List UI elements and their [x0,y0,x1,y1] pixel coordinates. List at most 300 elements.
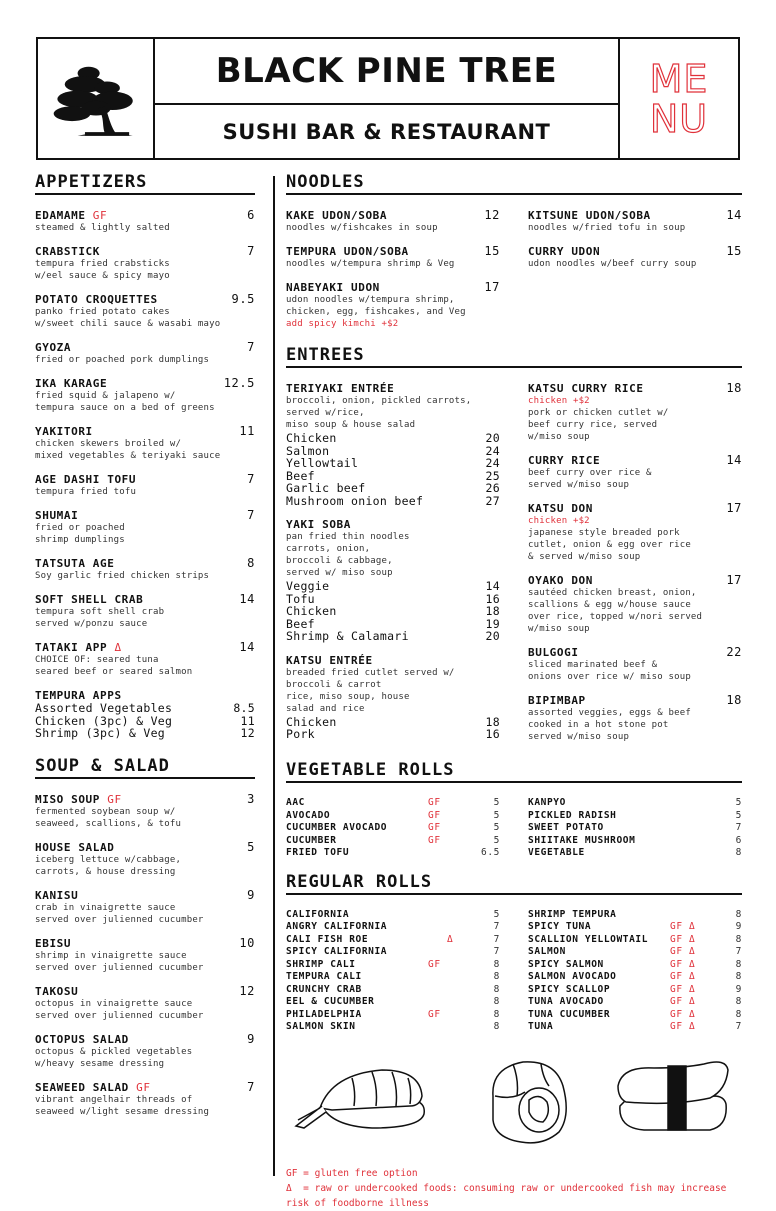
roll-price: 7 [493,933,500,945]
roll-tag [428,847,478,860]
roll-item [286,959,500,972]
option-label: Veggie [286,579,330,593]
item-tag: GF [92,209,108,222]
noodles-section [286,172,742,341]
item-title [35,293,158,306]
item-name: NABEYAKI UDON [286,281,380,294]
item-name: KAKE UDON/SOBA [286,209,388,222]
option-price: 18 [485,604,500,618]
item-price: 7 [247,340,255,354]
item-price: 14 [726,453,742,467]
item-price: 14 [239,640,255,654]
item-description: seared beef or seared salmon [35,667,193,677]
item-title [528,382,644,395]
menu-item [528,646,742,683]
restaurant-name: BLACK PINE TREE [155,39,618,105]
item-name: KITSUNE UDON/SOBA [528,209,651,222]
roll-name: SALMON [528,946,566,957]
item-title [35,209,107,222]
appetizers-section [35,172,255,740]
item-description: seaweed, scallions, & tofu [35,818,182,829]
item-description: scallions & egg w/house sauce [528,600,691,610]
nigiri-nori-icon [614,1056,734,1136]
item-description: w/eel sauce & spicy mayo [35,271,170,281]
option-price: 19 [485,616,500,631]
section-title: SOUP & SALAD [35,756,255,779]
roll-item [528,946,742,959]
item-header [35,209,255,222]
item-header [35,889,255,902]
item-description: shrimp in vinaigrette sauce [35,950,187,961]
pine-tree-icon [50,53,142,145]
roll-name: SHRIMP CALI [286,958,356,970]
item-header [286,518,500,531]
roll-item [528,934,742,947]
item-header [286,209,500,222]
item-note: add spicy kimchi +$2 [286,319,399,329]
item-name: BIPIMBAP [528,694,586,707]
menu-item [35,377,255,414]
regular-rolls-right-list [528,909,742,1034]
item-name: EBISU [35,936,72,950]
roll-name: SCALLION YELLOWTAIL [528,933,649,945]
item-title [35,1033,129,1046]
item-name: TATAKI APP [35,641,108,654]
roll-item [528,971,742,984]
entrees-left-list [286,382,500,754]
item-price: 3 [247,791,255,806]
roll-name: SPICY CALIFORNIA [286,946,388,957]
appetizer-list [35,209,255,678]
item-description: served over julienned cucumber [35,962,204,973]
item-name: BULGOGI [528,646,579,659]
item-description: noodles w/tempura shrimp & Veg [286,259,455,269]
item-header [35,841,255,854]
item-header [35,1081,255,1094]
item-header [528,245,742,258]
item-description: fried or poached [35,523,125,533]
roll-tag [428,996,478,1009]
roll-tag [428,921,478,934]
roll-tag [428,984,478,997]
item-description: udon noodles w/beef curry soup [528,259,697,269]
gf-note: GF = gluten free option [286,1167,418,1179]
roll-name: SWEET POTATO [528,822,604,833]
roll-tag: GF Δ [670,958,696,970]
menu-label-line1: ME [649,56,709,101]
roll-price: 5 [493,822,500,833]
option-row [286,630,500,643]
item-note: chicken +$2 [528,516,590,526]
item-name: OYAKO DON [528,574,594,587]
item-description: beef curry rice, served [528,420,658,430]
item-price: 7 [247,244,255,258]
item-title [35,593,143,606]
roll-tag: GF [428,797,441,808]
roll-tag [670,909,720,922]
item-description: fried squid & jalapeno w/ [35,391,176,401]
item-description: chicken, egg, fishcakes, and Veg [286,307,466,317]
item-note: chicken +$2 [528,396,590,406]
roll-price: 6.5 [481,847,500,858]
item-name: YAKI SOBA [286,518,352,531]
item-description: tempura fried tofu [35,487,137,497]
item-header [35,377,255,390]
roll-tag [428,1021,478,1034]
item-description: fried or poached pork dumplings [35,355,210,365]
item-description: broccoli & cabbage, [286,556,393,566]
item-header [35,557,255,570]
regular-rolls-section [286,872,742,1034]
menu-item [286,382,500,507]
option-price: 11 [240,713,255,728]
item-name: AGE DASHI TOFU [35,473,137,486]
menu-item [35,293,255,330]
menu-item [528,694,742,743]
menu-item [286,209,500,234]
item-name: TEMPURA APPS [35,689,122,702]
item-title [286,209,387,222]
left-column [35,172,255,1129]
roll-item [286,971,500,984]
item-header [35,641,255,654]
roll-price: 6 [735,834,742,846]
option-price: 14 [485,579,500,593]
item-price: 7 [247,1079,255,1094]
item-header [528,694,742,707]
roll-tag [428,971,478,984]
roll-name: SHRIMP TEMPURA [528,908,617,920]
roll-tag [670,797,720,810]
roll-item [528,810,742,823]
item-price: 9.5 [231,292,255,306]
roll-item [528,959,742,972]
item-title [528,502,593,515]
regular-rolls-left-list [286,909,500,1034]
item-description: rice, miso soup, house [286,691,410,702]
section-title: NOODLES [286,172,742,195]
item-description: assorted veggies, eggs & beef [528,708,691,718]
roll-price: 8 [735,847,742,858]
item-title [35,245,100,258]
roll-tag: GF [428,822,441,833]
roll-name: PHILADELPHIA [286,1008,362,1020]
roll-price: 8 [735,933,742,945]
option-row [286,495,500,508]
roll-item [528,822,742,835]
roll-tag: GF [428,958,441,970]
roll-name: ANGRY CALIFORNIA [286,921,388,932]
item-title [528,209,651,222]
roll-name: FRIED TOFU [286,847,350,858]
item-header [35,425,255,438]
item-price: 18 [726,381,742,395]
item-description: salad and rice [286,703,365,714]
title-block [155,39,620,158]
menu-item [35,425,255,462]
roll-price: 5 [735,809,742,821]
item-name: CRABSTICK [35,245,101,258]
item-name: SHUMAI [35,509,79,522]
veg-rolls-left-list [286,797,500,860]
roll-item [528,797,742,810]
item-description: panko fried potato cakes [35,307,170,317]
roll-name: SALMON AVOCADO [528,971,617,982]
item-name: KATSU CURRY RICE [528,382,644,395]
item-description: crab in vinaigrette sauce [35,902,176,913]
item-name: IKA KARAGE [35,377,108,390]
item-header [35,593,255,606]
option-row [286,457,500,470]
item-description: w/miso soup [528,432,590,442]
option-row [286,482,500,495]
option-price: 24 [485,443,500,458]
option-label: Chicken [286,604,337,618]
menu-item [528,502,742,563]
roll-name: TEMPURA CALI [286,971,362,982]
option-label: Garlic beef [286,481,366,495]
legend-notes [286,1166,742,1211]
roll-name: AVOCADO [286,809,331,821]
roll-name: SPICY TUNA [528,921,592,932]
roll-tag: GF [428,809,441,821]
roll-name: EEL & CUCUMBER [286,996,375,1007]
sushi-illustrations [286,1056,742,1148]
item-description: served w/miso soup [528,732,630,742]
soup-salad-list [35,793,255,1118]
item-description: pork or chicken cutlet w/ [528,408,669,418]
roll-item [286,797,500,810]
item-description: mixed vegetables & teriyaki sauce [35,451,221,461]
menu-item [35,841,255,878]
roll-name: SALMON SKIN [286,1021,356,1032]
roll-item [528,996,742,1009]
item-header [35,1033,255,1046]
item-header [528,454,742,467]
roll-name: CUCUMBER [286,834,337,846]
roll-name: CRUNCHY CRAB [286,983,362,995]
item-description: tempura sauce on a bed of greens [35,403,215,413]
roll-item [286,996,500,1009]
item-description: served w/ miso soup [286,568,393,578]
item-header [286,281,500,294]
item-price: 17 [484,280,500,294]
menu-item [35,1081,255,1118]
item-name: CURRY UDON [528,245,601,258]
item-description: cooked in a hot stone pot [528,720,669,730]
roll-item [528,1009,742,1022]
item-description: CHOICE OF: seared tuna [35,655,159,665]
roll-tag [670,847,720,860]
item-header [528,646,742,659]
item-title [35,937,71,950]
menu-item [528,209,742,234]
option-label: Chicken [286,714,337,729]
roll-tag [428,909,478,922]
item-header [286,654,500,667]
roll-name: CUCUMBER AVOCADO [286,822,388,833]
item-header [528,209,742,222]
menu-item [35,473,255,498]
roll-item [528,984,742,997]
roll-item [286,1009,500,1022]
item-name: POTATO CROQUETTES [35,293,158,306]
logo [38,39,155,158]
roll-item [286,1021,500,1034]
item-description: served over julienned cucumber [35,914,204,925]
item-price: 12.5 [223,376,255,390]
menu-item [35,889,255,926]
option-label: Chicken [286,431,337,445]
item-price: 17 [726,573,742,587]
roll-item [528,921,742,934]
item-title [528,454,600,467]
menu-label [620,39,738,158]
item-description: sautéed chicken breast, onion, [528,588,697,598]
item-description: breaded fried cutlet served w/ [286,667,455,678]
tempura-apps-item [35,689,255,740]
option-price: 8.5 [233,701,255,715]
roll-tag: GF [428,1008,441,1020]
option-row [286,580,500,593]
menu-item [35,509,255,546]
item-price: 12 [239,983,255,998]
item-price: 9 [247,887,255,902]
roll-price: 8 [493,1008,500,1020]
roll-tag [428,946,478,959]
option-price: 16 [485,591,500,606]
menu-item [528,382,742,443]
item-price: 17 [726,501,742,515]
roll-price: 5 [735,797,742,808]
menu-item [528,574,742,635]
option-row [35,727,255,740]
roll-price: 8 [493,983,500,995]
roll-name: VEGETABLE [528,847,585,858]
section-title: VEGETABLE ROLLS [286,760,742,783]
item-name: CURRY RICE [528,454,601,467]
item-description: served w/ponzu sauce [35,619,148,629]
item-title [528,245,600,258]
veg-rolls-right-list [528,797,742,860]
roll-name: SPICY SCALLOP [528,983,611,995]
item-tag: Δ [114,641,122,654]
tempura-options [35,702,255,740]
item-title [35,509,78,522]
roll-price: 5 [493,809,500,821]
option-price: 20 [485,629,500,643]
item-title [286,654,373,667]
roll-price: 8 [735,908,742,920]
roll-price: 5 [493,797,500,808]
item-header [35,245,255,258]
item-description: w/miso soup [528,624,590,634]
roll-name: TUNA CUCUMBER [528,1008,611,1020]
noodles-left-list [286,209,500,341]
roll-item [528,847,742,860]
item-title [528,574,593,587]
entrees-right-list [528,382,742,754]
roll-item [286,909,500,922]
roll-tag: GF Δ [670,1008,696,1020]
item-header [35,473,255,486]
item-description: japanese style breaded pork [528,528,680,538]
roll-price: 8 [493,996,500,1007]
item-name: KATSU DON [528,502,594,515]
roll-item [286,822,500,835]
item-price: 5 [247,839,255,854]
roll-item [528,1021,742,1034]
section-title: ENTREES [286,345,742,368]
item-price: 15 [726,244,742,258]
item-description: shrimp dumplings [35,535,125,545]
item-price: 9 [247,1031,255,1046]
item-price: 22 [726,645,742,659]
item-price: 18 [726,693,742,707]
menu-item [528,245,742,270]
roll-tag: GF Δ [670,983,696,995]
item-title [35,889,78,902]
roll-item [286,946,500,959]
item-header [35,341,255,354]
roll-tag: GF Δ [670,996,696,1007]
roll-name: SHIITAKE MUSHROOM [528,834,636,846]
option-row [35,702,255,715]
item-description: tempura fried crabsticks [35,259,170,269]
option-label: Salmon [286,443,330,458]
roll-price: 8 [735,1008,742,1020]
option-label: Shrimp & Calamari [286,629,409,643]
roll-tag [670,810,720,823]
item-price: 11 [239,424,255,438]
roll-item [286,835,500,848]
raw-note: Δ = raw or undercooked foods: consuming raw or undercooked fish may increase [286,1182,727,1194]
option-label: Assorted Vegetables [35,701,173,715]
roll-name: SPICY SALMON [528,958,604,970]
roll-tag: GF [428,834,441,846]
item-name: OCTOPUS SALAD [35,1032,129,1046]
item-title [35,341,71,354]
item-description: chicken skewers broiled w/ [35,439,182,449]
item-name: TEMPURA UDON/SOBA [286,245,409,258]
item-title [528,694,586,707]
option-row [286,716,500,729]
item-name: KATSU ENTRÉE [286,653,373,667]
roll-price: 7 [735,1021,742,1032]
menu-item [286,281,500,330]
roll-item [286,934,500,947]
option-price: 20 [485,431,500,445]
roll-name: TUNA [528,1021,554,1032]
roll-price: 5 [493,834,500,846]
noodles-right-list [528,209,742,341]
item-header [35,793,255,806]
item-header [35,509,255,522]
item-description: noodles w/fishcakes in soup [286,223,438,233]
item-description: & served w/miso soup [528,552,641,562]
item-title [35,557,114,570]
roll-tag: Δ [428,933,454,945]
option-label: Yellowtail [286,456,359,470]
menu-item [35,341,255,366]
item-description: noodles w/fried tofu in soup [528,223,686,233]
item-description: carrots, onion, [286,544,371,554]
item-header [35,985,255,998]
roll-price: 8 [735,958,742,970]
item-price: 7 [247,508,255,522]
option-label: Shrimp (3pc) & Veg [35,726,166,740]
roll-price: 7 [735,822,742,833]
